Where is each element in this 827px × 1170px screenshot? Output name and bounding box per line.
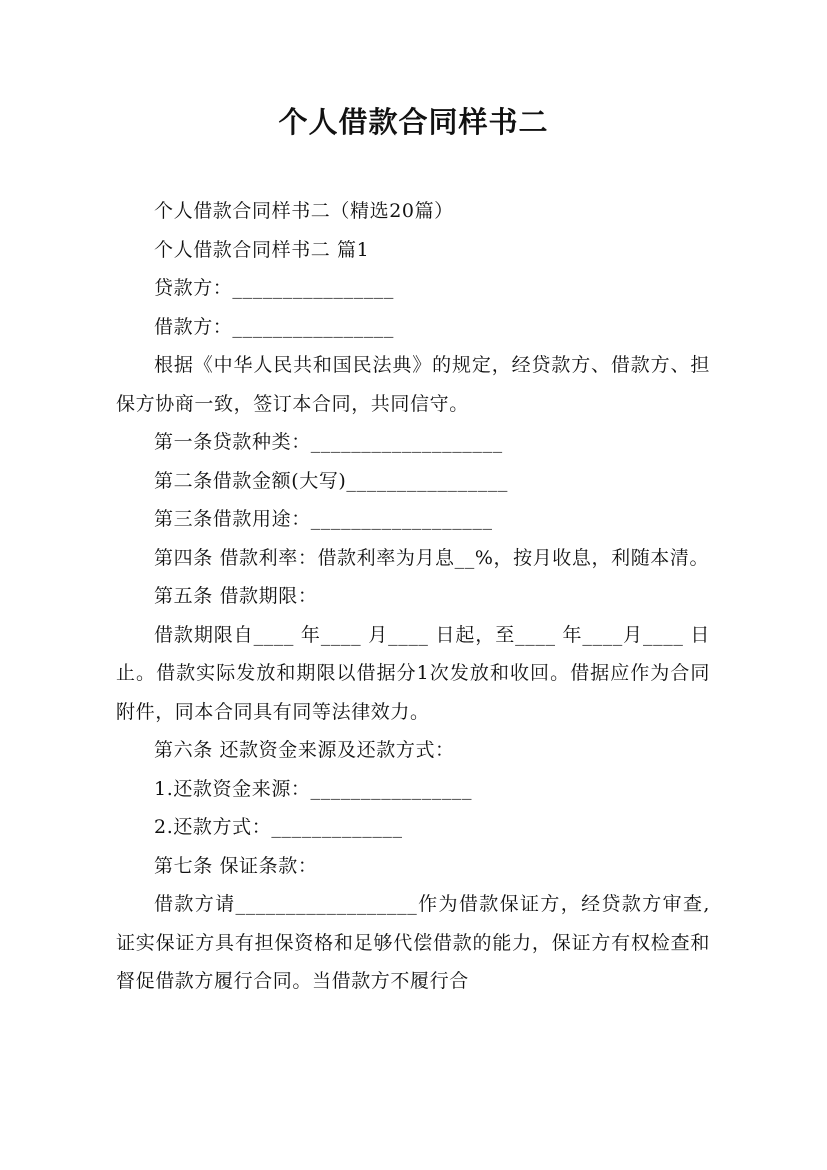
paragraph-repayment-source: 1.还款资金来源：________________	[154, 777, 473, 800]
paragraph-article-7: 第七条 保证条款：	[154, 854, 318, 877]
paragraph-lender: 贷款方：________________	[154, 277, 395, 299]
paragraph-repayment-method: 2.还款方式：_____________	[154, 816, 403, 838]
paragraph-article-3: 第三条借款用途：__________________	[154, 508, 493, 530]
paragraph-section-heading: 个人借款合同样书二 篇1	[154, 238, 370, 261]
paragraph-preamble: 根据《中华人民共和国民法典》的规定，经贷款方、借款方、担保方协商一致，签订本合同，共同信守。	[116, 354, 710, 415]
paragraph-guarantee: 借款方请__________________作为借款保证方，经贷款方审查,证实保证方具有担保资格和足够代偿借款的能力，保证方有权检查和督促借款方履行合同。当借款方不履行合	[116, 893, 710, 992]
paragraph-subtitle: 个人借款合同样书二（精选20篇）	[154, 200, 454, 222]
paragraph-article-4: 第四条 借款利率：借款利率为月息__%，按月收息，利随本清。	[154, 546, 710, 569]
document-title: 个人借款合同样书二	[278, 105, 549, 139]
document-body	[116, 192, 710, 1001]
paragraph-article-6: 第六条 还款资金来源及还款方式：	[154, 739, 455, 761]
paragraph-article-5: 第五条 借款期限：	[154, 585, 318, 607]
paragraph-article-2: 第二条借款金额(大写)________________	[154, 469, 509, 492]
paragraph-borrower: 借款方：________________	[154, 315, 395, 338]
paragraph-article-1: 第一条贷款种类：___________________	[154, 431, 503, 453]
paragraph-loan-term: 借款期限自____ 年____ 月____ 日起，至____ 年____月____ 日止。借款实际发放和期限以借据分1次发放和收回。借据应作为合同附件，同本合同具有同等法律效力。	[116, 623, 710, 723]
